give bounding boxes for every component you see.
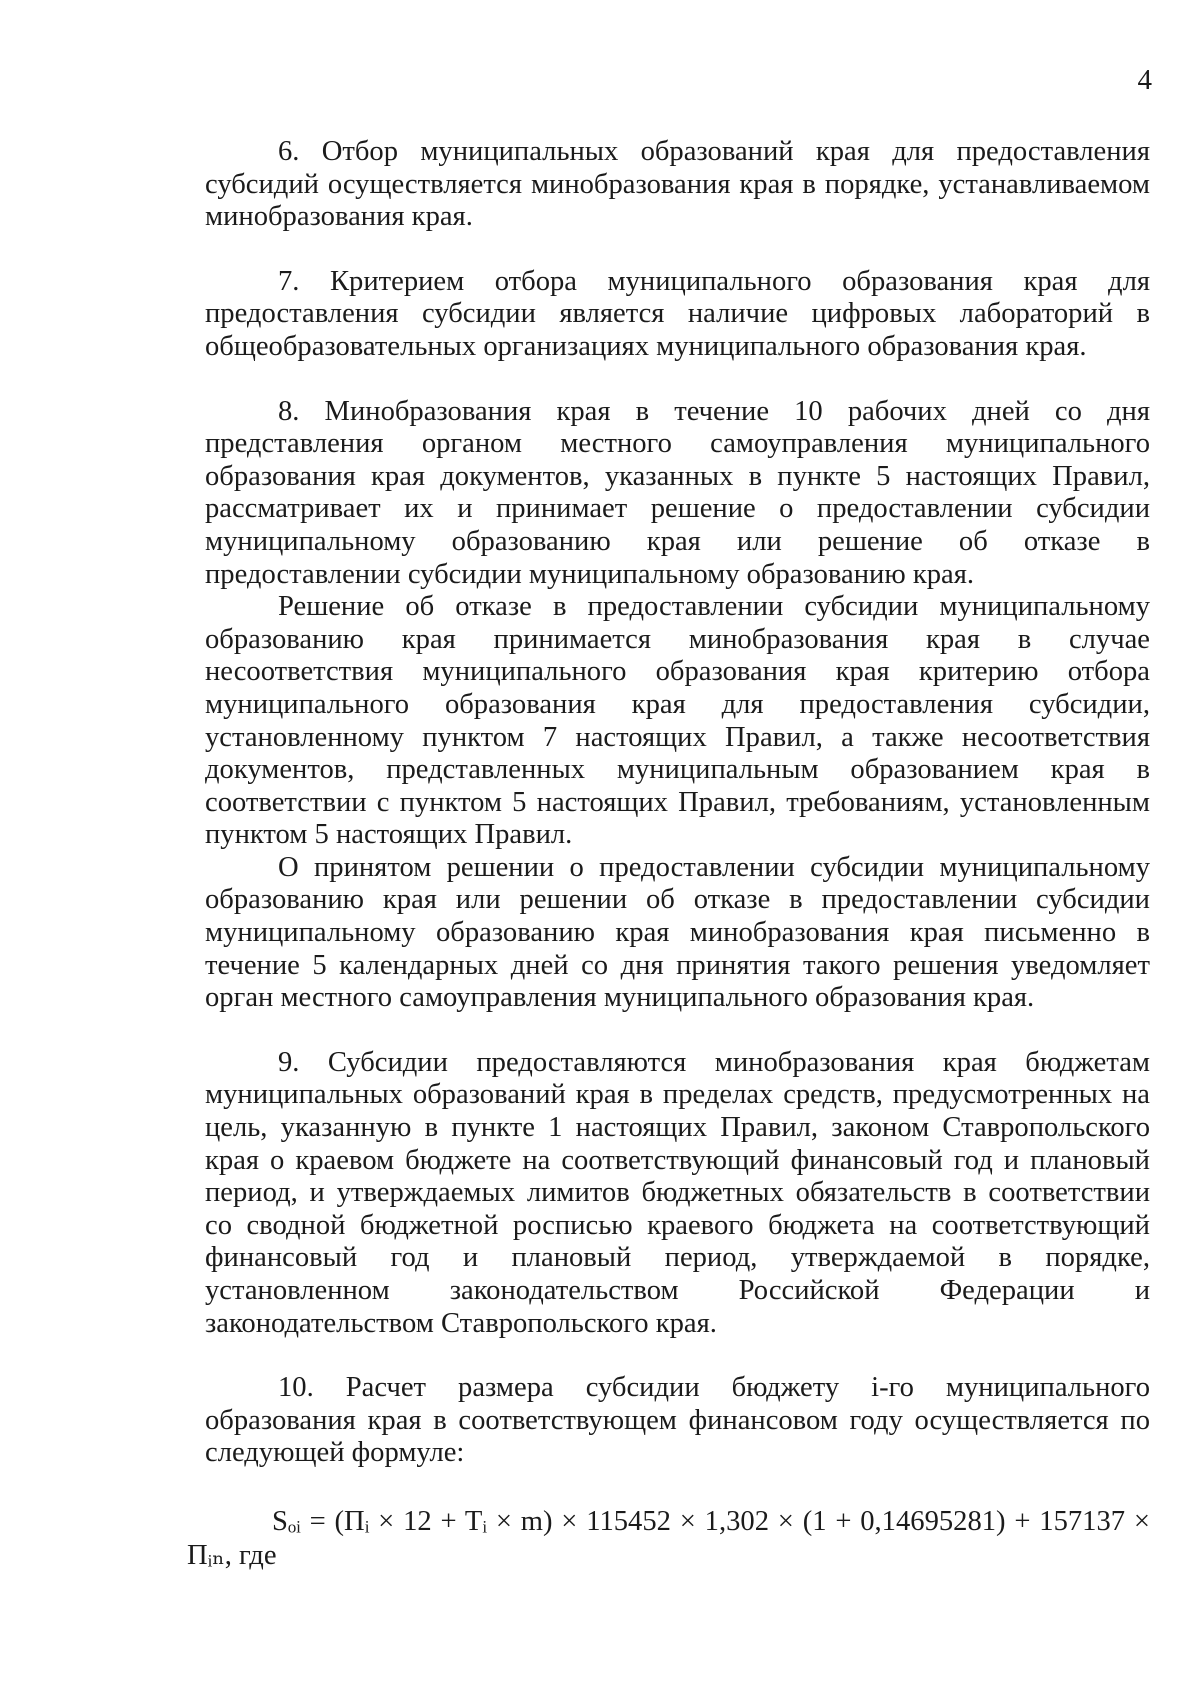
page-number: 4 xyxy=(1137,64,1152,96)
paragraph-8-notification: О принятом решении о предоставлении субсидии муниципальному образованию края или решении об отказе в предоставлении субсидии муниципальному образованию края минобразования края письменно в течение 5 календарных дней со дня принятия такого решения уведомляет орган местного самоуправления муниципального образования края. xyxy=(205,851,1150,1014)
paragraph-6: 6. Отбор муниципальных образований края для предоставления субсидий осуществляется минобразования края в порядке, устанавливаемом минобразования края. xyxy=(205,136,1150,233)
paragraph-9: 9. Субсидии предоставляются минобразования края бюджетам муниципальных образований края в пределах средств, предусмотренных на цель, указанную в пункте 1 настоящих Правил, законом Ставропольского края о краевом бюджете на соответствующий финансовый год и плановый период, и утверждаемых лимитов бюджетных обязательств в соответствии со сводной бюджетной росписью краевого бюджета на соответствующий финансовый год и плановый период, утверждаемой в порядке, установленном законодательством Российской Федерации и законодательством Ставропольского края. xyxy=(205,1046,1150,1339)
formula-line-1: Sₒᵢ = (Пᵢ × 12 + Tᵢ × m) × 115452 × 1,302 × (1 + 0,14695281) + 157137 × xyxy=(272,1506,1150,1537)
subsidy-formula xyxy=(187,1505,1150,1573)
paragraph-7: 7. Критерием отбора муниципального образования края для предоставления субсидии является наличие цифровых лабораторий в общеобразовательных организациях муниципального образования края. xyxy=(205,265,1150,362)
formula-line-2: Пᵢₙ, где xyxy=(187,1540,277,1571)
paragraph-8-refusal: Решение об отказе в предоставлении субсидии муниципальному образованию края принимается минобразования края в случае несоответствия муниципального образования края критерию отбора муниципального образования края для предоставления субсидии, установленному пунктом 7 настоящих Правил, а также несоответствия документов, представленных муниципальным образованием края в соответствии с пунктом 5 настоящих Правил, требованиям, установленным пунктом 5 настоящих Правил. xyxy=(205,591,1150,851)
paragraph-10: 10. Расчет размера субсидии бюджету i-го муниципального образования края в соответствующем финансовом году осуществляется по следующей формуле: xyxy=(205,1372,1150,1469)
paragraph-8: 8. Минобразования края в течение 10 рабочих дней со дня представления органом местного самоуправления муниципального образования края документов, указанных в пункте 5 настоящих Правил, рассматривает их и принимает решение о предоставлении субсидии муниципальному образованию края или решение об отказе в предоставлении субсидии муниципальному образованию края. xyxy=(205,395,1150,590)
document-body xyxy=(205,136,1150,1470)
